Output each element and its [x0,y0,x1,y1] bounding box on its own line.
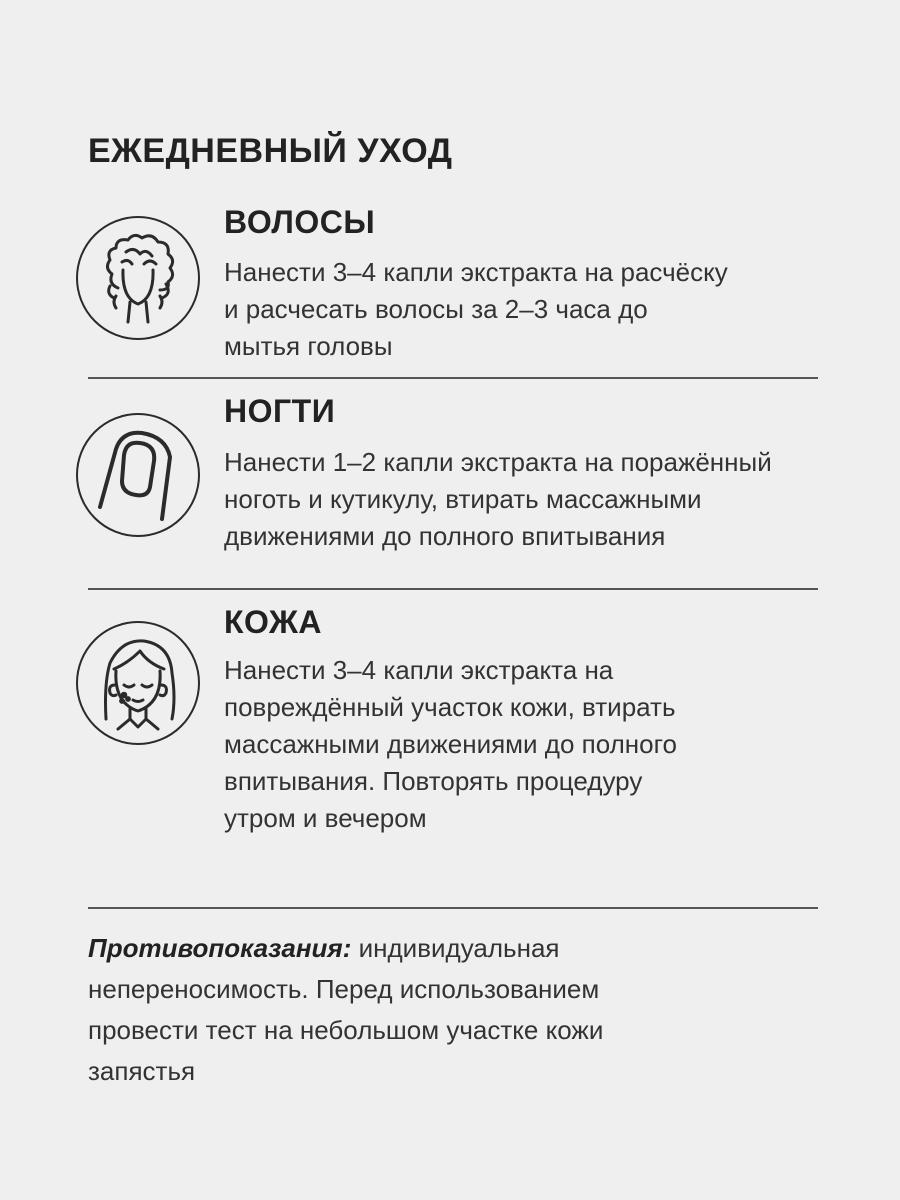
contraindications-label: Противопоказания: [88,933,352,963]
divider [88,907,818,909]
section-title-nails: НОГТИ [224,393,336,429]
section-title-skin: КОЖА [224,604,323,640]
contraindications-text: индивидуальная непереносимость. Перед использованием провести тест на небольшом участке кожи запястья [88,933,604,1086]
contraindications [88,928,788,1092]
section-title-hair: ВОЛОСЫ [224,204,376,240]
curly-hair-head-icon [78,218,198,338]
page-title: ЕЖЕДНЕВНЫЙ УХОД [88,132,453,170]
fingernail-icon [78,415,198,535]
section-text-hair: Нанести 3–4 капли экстракта на расчёску и расчесать волосы за 2–3 часа до мытья головы [224,257,728,361]
divider [88,377,818,379]
section-text-nails: Нанести 1–2 капли экстракта на поражённый ноготь и кутикулу, втирать массажными движениями до полного впитывания [224,447,772,551]
hair-icon-circle [76,216,200,340]
nails-icon-circle [76,413,200,537]
skin-icon-circle [76,621,200,745]
section-text-skin: Нанести 3–4 капли экстракта на повреждённый участок кожи, втирать массажными движениями до полного впитывания. Повторять процедуру утром и вечером [224,655,677,833]
face-skin-icon [78,623,198,743]
divider [88,588,818,590]
